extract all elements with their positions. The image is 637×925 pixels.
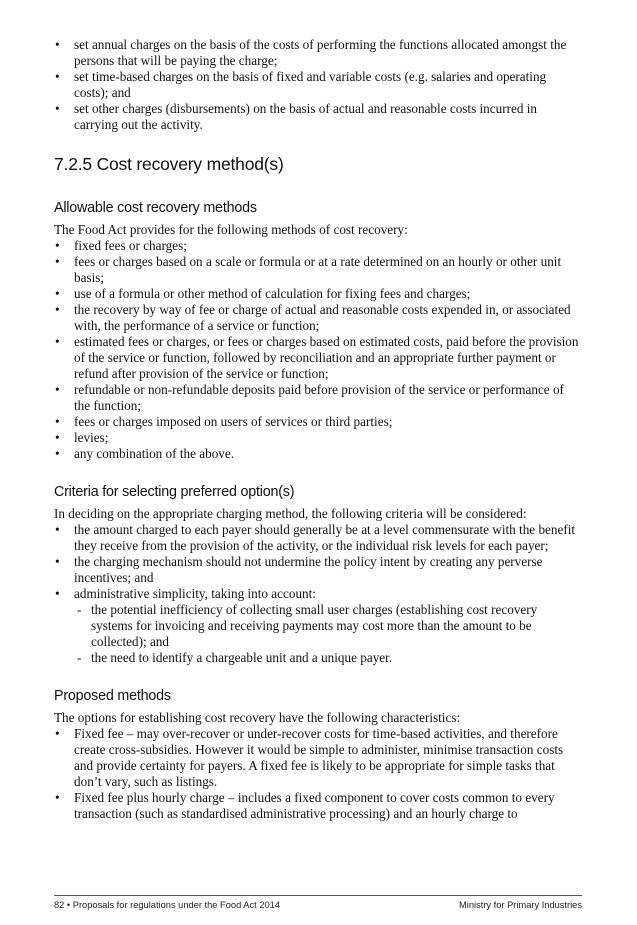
proposed-methods-list	[54, 726, 582, 822]
list-item	[54, 586, 582, 666]
list-item: • the charging mechanism should not undermine the policy intent by creating any perverse incentives; and	[54, 554, 582, 586]
page-footer	[54, 895, 582, 910]
allowable-methods-heading: Allowable cost recovery methods	[54, 200, 257, 216]
list-item: • estimated fees or charges, or fees or charges based on estimated costs, paid before the provision of the service or function, followed by reconciliation and an appropriate further payment or refund after provision of the service or function;	[54, 334, 582, 382]
list-item: • fixed fees or charges;	[54, 238, 582, 254]
list-item: • levies;	[54, 430, 582, 446]
proposed-methods-intro: The options for establishing cost recovery have the following characteristics:	[54, 710, 461, 725]
sub-list-item: - the need to identify a chargeable unit and a unique payer.	[74, 650, 582, 666]
list-item: • use of a formula or other method of calculation for fixing fees and charges;	[54, 286, 582, 302]
footer-right-text: Ministry for Primary Industries	[459, 900, 582, 910]
proposed-methods-heading: Proposed methods	[54, 688, 171, 704]
document-page	[54, 37, 582, 822]
criteria-intro: In deciding on the appropriate charging method, the following criteria will be considered:	[54, 506, 527, 521]
proposed-methods-section	[54, 687, 582, 822]
list-item: • fees or charges imposed on users of services or third parties;	[54, 414, 582, 430]
list-item: • the amount charged to each payer should generally be at a level commensurate with the benefit they receive from the provision of the activity, or the individual risk levels for each payer;	[54, 522, 582, 554]
allowable-methods-list	[54, 238, 582, 462]
list-item: • set annual charges on the basis of the costs of performing the functions allocated amongst the persons that will be paying the charge;	[54, 37, 582, 69]
list-item: • Fixed fee – may over-recover or under-recover costs for time-based activities, and therefore create cross-subsidies. However it would be simple to administer, minimise transaction costs and provide certainty for payers. A fixed fee is likely to be appropriate for simple tasks that don’t vary, such as listings.	[54, 726, 582, 790]
section-heading: 7.2.5 Cost recovery method(s)	[54, 154, 284, 174]
list-item: • Fixed fee plus hourly charge – includes a fixed component to cover costs common to every transaction (such as standardised administrative processing) and an hourly charge to	[54, 790, 582, 822]
list-item: • fees or charges based on a scale or formula or at a rate determined on an hourly or other unit basis;	[54, 254, 582, 286]
allowable-methods-intro: The Food Act provides for the following methods of cost recovery:	[54, 222, 408, 237]
criteria-list	[54, 522, 582, 666]
top-bullet-list	[54, 37, 582, 133]
list-item: • any combination of the above.	[54, 446, 582, 462]
sub-list-item: - the potential inefficiency of collecting small user charges (establishing cost recovery systems for invoicing and receiving payments may cost more than the amount to be collected); and	[74, 602, 582, 650]
criteria-heading: Criteria for selecting preferred option(s)	[54, 484, 295, 500]
allowable-methods-section	[54, 199, 582, 462]
list-item: • refundable or non-refundable deposits paid before provision of the service or performance of the function;	[54, 382, 582, 414]
criteria-section	[54, 483, 582, 666]
criteria-sub-list	[74, 602, 582, 666]
list-item: • set time-based charges on the basis of fixed and variable costs (e.g. salaries and operating costs); and	[54, 69, 582, 101]
footer-left-text: 82 • Proposals for regulations under the Food Act 2014	[54, 900, 281, 910]
list-item-text: administrative simplicity, taking into account:	[74, 586, 316, 601]
list-item: • the recovery by way of fee or charge of actual and reasonable costs expended in, or associated with, the performance of a service or function;	[54, 302, 582, 334]
list-item: • set other charges (disbursements) on the basis of actual and reasonable costs incurred in carrying out the activity.	[54, 101, 582, 133]
